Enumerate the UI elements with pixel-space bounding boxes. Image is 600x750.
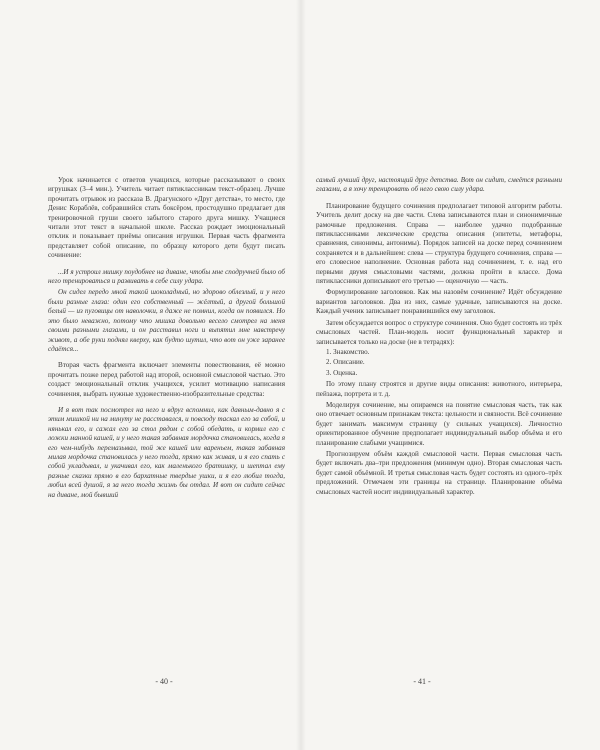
page-number-left: - 40 -	[155, 677, 173, 686]
right-page	[300, 0, 600, 750]
list-item: 1. Знакомство.	[326, 347, 370, 356]
paragraph: Планирование будущего сочинения предполагает типовой алгоритм работы. Учитель делит доску на две части. Слева записываются план и синонимичные рамочные предложения. Справа — наиболее удачно подобранные пятиклассниками лексические средства описания (эпитеты, метафоры, сравнения, синонимы, антонимы). Порядок записей на доске перед сочинением сохраняется и в дальнейшем: слева — структура будущего сочинения, справа — его словесное наполнение. Основная работа над сочинением, т. е. над его первыми двумя смысловыми частями, должна пройти в классе. Дома пятиклассники дописывают его третью — оценочную — часть.	[316, 201, 562, 286]
paragraph: Затем обсуждается вопрос о структуре сочинения. Оно будет состоять из трёх смысловых частей. План-модель носит функциональный характер и записывается только на доске (не в тетрадях):	[316, 318, 562, 346]
quote-paragraph: ...И я устроил мишку поудобнее на диване, чтобы мне сподручней было об него тренироваться и развивать в себе силу удара.	[48, 267, 285, 286]
paragraph: Формулирование заголовков. Как мы назовём сочинение? Идёт обсуждение вариантов заголовков. Два из них, самые удачные, записываются на доске. Каждый ученик записывает понравившийся ему заголовок.	[316, 288, 562, 316]
list-item: 2. Описание.	[326, 358, 365, 367]
paragraph: Вторая часть фрагмента включает элементы повествования, её можно прочитать позже перед работой над второй, основной смысловой частью. Это создаст эмоциональный отклик учащихся, усилит мотивацию написания сочинения, выбрать нужные художественно-изобразительные средства:	[48, 361, 285, 398]
paragraph: Прогнозируем объём каждой смысловой части. Первая смысловая часть будет включать два–три предложения (минимум одно). Вторая смысловая часть будет самой объёмной. И третья смысловая часть будет состоять из одного–трёх предложений. Отмечаем эти границы на странице. Планирование объёма смысловых частей носит индивидуальный характер.	[316, 449, 562, 496]
quote-paragraph: И я вот так посмотрел на него и вдруг вспомнил, как давным-давно я с этим мишкой ни на минуту не расставался, и повсюду таскал его за собой, и нянькал его, и сажал его за стол рядом с собой обедать, и кормил его с ложки манной кашей, и у него такая забавная мордочка становилась, когда я его чем-нибудь перемазывал, той же кашей или вареньем, такая забавная милая мордочка становилась у него тогда, прямо как живая, и я его спать с собой укладывал, и укачивал его, как маленького братишку, и шептал ему разные сказки прямо в его бархатные твердые ушки, и я его любил тогда, любил всей душой, я за него тогда жизнь бы отдал. И вот он сидит сейчас на диване, мой бывший	[48, 405, 285, 499]
list-item: 3. Оценка.	[326, 368, 358, 377]
page-number-right: - 41 -	[413, 677, 431, 686]
quote-paragraph: самый лучший друг, настоящий друг детства. Вот он сидит, смеётся разными глазами, а я хочу тренировать об него свою силу удара.	[316, 176, 562, 194]
quote-paragraph: Он сидел передо мной такой шоколадный, но здорово облезлый, и у него были разные глаза: один его собственный — жёлтый, а другой большой белый — из пуговицы от наволочки, я даже не помнил, когда он появился. Но это было неважно, потому что мишка довольно весело смотрел на меня своими разными глазами, и он расставил ноги и выпятил мне навстречу живот, а обе руки поднял кверху, как будто шутил, что вот он уже заранее сдаётся...	[48, 288, 285, 353]
paragraph: Урок начинается с ответов учащихся, которые рассказывают о своих игрушках (3–4 мин.). Учитель читает пятиклассникам текст-образец. Лучше прочитать отрывок из рассказа В. Драгунского «Друг детства», то место, где Денис Кораблёв, собравшийся стать боксёром, простодушно предлагает для тренировочной груши своего забытого старого друга мишку. Учащиеся читали этот текст в начальной школе. Рассказ рождает эмоциональный отклик и показывает приёмы описания игрушки. Первая часть фрагмента представляет собой описание, по образцу которого дети будут писать сочинение:	[48, 176, 285, 260]
paragraph: Моделируя сочинение, мы опираемся на понятие смысловая часть, так как оно отвечает основным признакам текста: цельности и связности. Всё сочинение будет занимать максимум страницу (у сильных учащихся). Личностно ориентированное обучение предполагает индивидуальный выбор объёма и его планирование слабыми учащимися.	[316, 400, 562, 447]
paragraph: По этому плану строятся и другие виды описания: животного, интерьера, пейзажа, портрета и т. д.	[316, 380, 562, 398]
left-page-text	[48, 176, 285, 500]
right-page-text	[316, 176, 562, 497]
